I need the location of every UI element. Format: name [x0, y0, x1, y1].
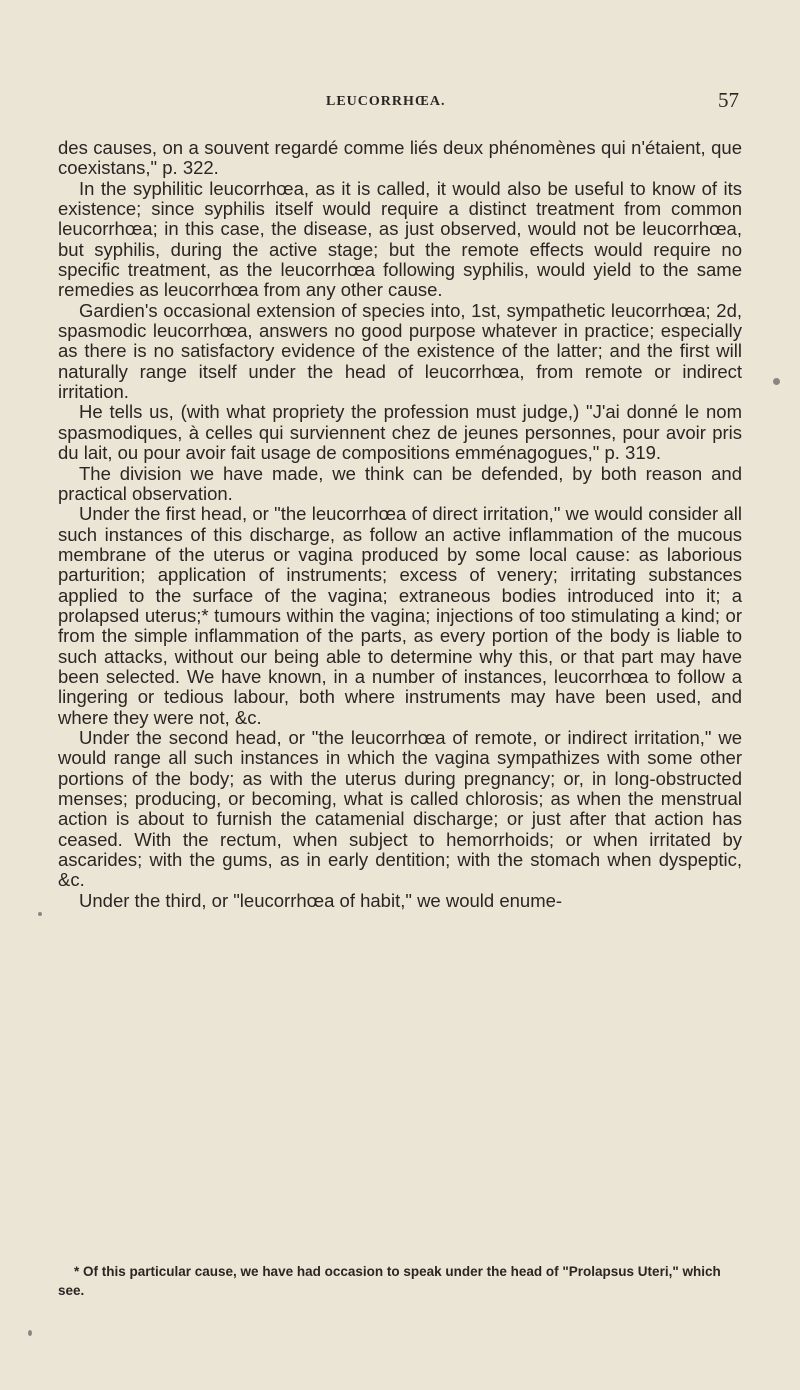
paragraph: des causes, on a souvent regardé comme liés deux phénomènes qui n'étaient, que coexistans," p. 322. [58, 137, 742, 179]
paragraph: Under the second head, or "the leucorrhœa of remote, or indirect irritation," we would range all such instances in which the vagina sympathizes with some other portions of the body; as with the uterus during pregnancy; or, in long-obstructed menses; producing, or becoming, what is called chlorosis; as when the menstrual action is about to furnish the catamenial discharge; or just after that action has ceased. With the rectum, when subject to hemorrhoids; or when irritated by ascarides; with the gums, as in early dentition; with the stomach when dyspeptic, &c. [58, 726, 742, 891]
paragraph: Under the first head, or "the leucorrhœa of direct irritation," we would consider all such instances of this discharge, as follow an active inflammation of the mucous membrane of the uterus or vagina produced by some local cause: as laborious parturition; application of instruments; excess of venery; irritating substances applied to the surface of the vagina; extraneous bodies introduced into it; a prolapsed uterus;* tumours within the vagina; injections of too stimulating a kind; or from the simple inflammation of the parts, as every portion of the body is liable to such attacks, without our being able to determine why this, or that part may have been selected. We have known, in a number of instances, leucorrhœa to follow a lingering or tedious labour, both where instruments may have been used, and where they were not, &c. [58, 503, 742, 728]
footnote [58, 1262, 748, 1300]
ink-speck [773, 378, 780, 385]
footnote-text: * Of this particular cause, we have had occasion to speak under the head of "Prolapsus Uteri," which see. [58, 1264, 721, 1298]
ink-speck [38, 912, 42, 916]
paragraph: He tells us, (with what propriety the profession must judge,) "J'ai donné le nom spasmodiques, à celles qui surviennent chez de jeunes personnes, pour avoir pris du lait, ou pour avoir fait usage de compositions emménagogues," p. 319. [58, 401, 742, 464]
paragraph: Gardien's occasional extension of species into, 1st, sympathetic leucorrhœa; 2d, spasmodic leucorrhœa, answers no good purpose whatever in practice; especially as there is no satisfactory evidence of the existence of the latter; and the first will naturally range itself under the head of leucorrhœa, from remote or indirect irritation. [58, 299, 742, 403]
paragraph: Under the third, or "leucorrhœa of habit," we would enume- [79, 889, 563, 911]
running-head [0, 88, 800, 118]
page-number: 57 [718, 88, 739, 112]
ink-speck [28, 1330, 32, 1336]
running-title: LEUCORRHŒA. [326, 94, 446, 109]
paragraph: In the syphilitic leucorrhœa, as it is called, it would also be useful to know of its existence; since syphilis itself would require a distinct treatment from common leucorrhœa; in this case, the disease, as just observed, would not be leucorrhœa, but syphilis, during the active stage; but the remote effects would require no specific treatment, as the leucorrhœa following syphilis, would yield to the same remedies as leucorrhœa from any other cause. [58, 177, 742, 301]
paragraph: The division we have made, we think can be defended, by both reason and practical observation. [58, 462, 742, 504]
body-text [58, 138, 742, 911]
